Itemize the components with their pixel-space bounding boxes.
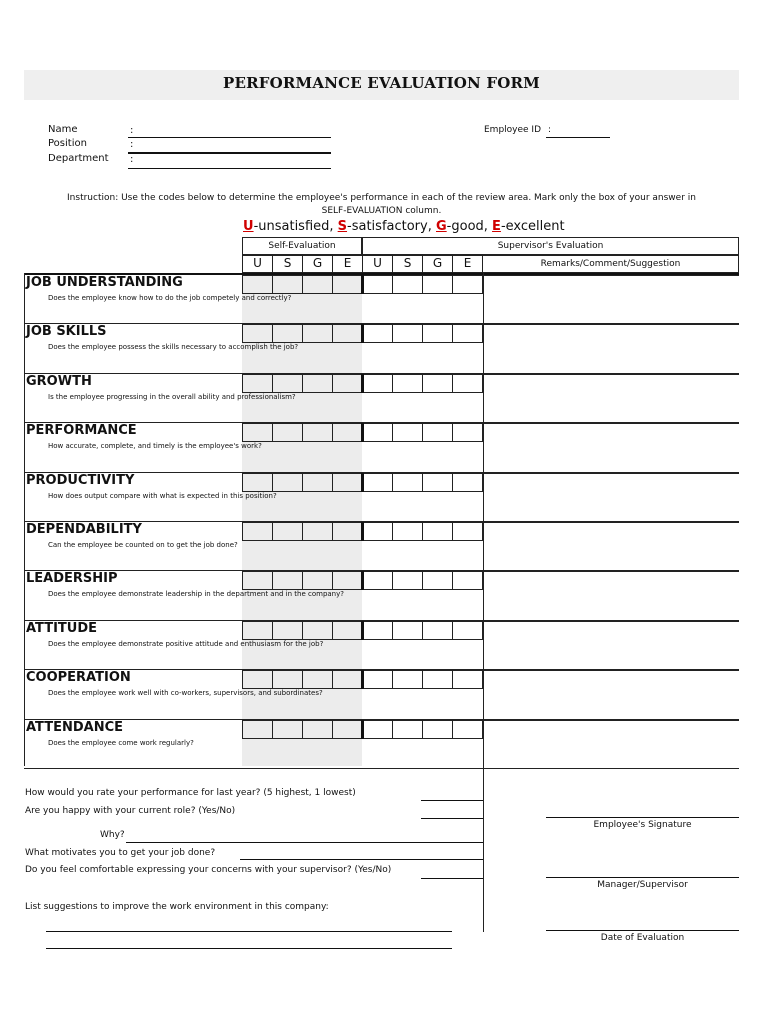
supervisor-rating-box[interactable] [452, 275, 483, 294]
section-title: DEPENDABILITY [26, 522, 142, 537]
self-rating-box[interactable] [302, 571, 333, 590]
rating-answer-line[interactable] [421, 800, 483, 801]
supervisor-rating-box[interactable] [422, 423, 453, 442]
self-rating-box[interactable] [272, 473, 303, 492]
column-separator [361, 324, 364, 343]
supervisor-rating-header-s: S [392, 255, 423, 273]
section-question: How accurate, complete, and timely is the employee's work? [48, 442, 262, 450]
self-rating-box[interactable] [302, 473, 333, 492]
section-title: COOPERATION [26, 670, 131, 685]
supervisor-rating-box[interactable] [362, 374, 393, 393]
code-letter-e: E [492, 219, 501, 234]
name-field[interactable] [128, 137, 331, 138]
section-question: Is the employee progressing in the overall ability and professionalism? [48, 393, 296, 401]
section-title: PRODUCTIVITY [26, 473, 135, 488]
supervisor-rating-box[interactable] [452, 473, 483, 492]
suggestions-line-2[interactable] [46, 948, 452, 949]
code-text: -good, [446, 219, 493, 234]
motivation-answer-line[interactable] [240, 859, 483, 860]
date-label: Date of Evaluation [600, 933, 685, 943]
remarks-field[interactable] [484, 375, 738, 422]
question-concerns: Do you feel comfortable expressing your concerns with your supervisor? (Yes/No) [25, 865, 392, 875]
self-rating-box[interactable] [302, 670, 333, 689]
self-rating-box[interactable] [272, 621, 303, 640]
self-rating-box[interactable] [272, 522, 303, 541]
supervisor-rating-box[interactable] [452, 423, 483, 442]
date-line[interactable] [546, 930, 739, 931]
self-rating-header-e: E [332, 255, 363, 273]
supervisor-rating-box[interactable] [392, 275, 423, 294]
section-title: PERFORMANCE [26, 423, 137, 438]
self-rating-box[interactable] [332, 423, 363, 442]
code-text: -excellent [500, 219, 565, 234]
supervisor-rating-box[interactable] [452, 571, 483, 590]
supervisor-rating-box[interactable] [392, 473, 423, 492]
department-label: Department [48, 153, 109, 164]
self-rating-box[interactable] [242, 720, 273, 739]
supervisor-rating-box[interactable] [422, 324, 453, 343]
self-rating-box[interactable] [272, 324, 303, 343]
department-colon: : [130, 154, 134, 165]
section-title: ATTENDANCE [26, 720, 123, 735]
self-rating-box[interactable] [242, 423, 273, 442]
self-rating-box[interactable] [302, 522, 333, 541]
section-question: Does the employee come work regularly? [48, 739, 194, 747]
instruction-line-2: SELF-EVALUATION column. [321, 206, 442, 216]
section-title: JOB SKILLS [26, 324, 107, 339]
why-answer-line[interactable] [126, 842, 483, 843]
column-separator [361, 621, 364, 640]
self-rating-box[interactable] [272, 374, 303, 393]
column-separator [361, 670, 364, 689]
supervisor-rating-box[interactable] [362, 473, 393, 492]
table-left-border [24, 273, 25, 766]
section-title: LEADERSHIP [26, 571, 118, 586]
position-colon: : [130, 139, 134, 150]
supervisor-rating-box[interactable] [392, 522, 423, 541]
section-question: Does the employee work well with co-workers, supervisors, and subordinates? [48, 689, 323, 697]
section-question: Does the employee possess the skills necessary to accomplish the job? [48, 343, 299, 351]
supervisor-rating-box[interactable] [422, 571, 453, 590]
supervisor-rating-box[interactable] [362, 275, 393, 294]
column-separator [361, 522, 364, 541]
section-question: Does the employee demonstrate positive attitude and enthusiasm for the job? [48, 640, 324, 648]
supervisor-rating-header-u: U [362, 255, 393, 273]
self-rating-box[interactable] [302, 423, 333, 442]
remarks-field[interactable] [484, 671, 738, 718]
self-rating-box[interactable] [302, 275, 333, 294]
self-rating-box[interactable] [272, 720, 303, 739]
supervisor-rating-box[interactable] [422, 522, 453, 541]
question-happy: Are you happy with your current role? (Yes/No) [25, 806, 236, 816]
column-separator [361, 423, 364, 442]
supervisor-rating-box[interactable] [422, 473, 453, 492]
self-rating-header-s: S [272, 255, 303, 273]
code-letter-u: U [243, 219, 254, 234]
self-rating-box[interactable] [272, 571, 303, 590]
self-rating-box[interactable] [332, 571, 363, 590]
instruction-line-1: Instruction: Use the codes below to determine the employee's performance in each of the review area. Mark only the box of your answer in [67, 193, 696, 203]
supervisor-rating-box[interactable] [362, 670, 393, 689]
self-rating-box[interactable] [272, 275, 303, 294]
section-question: Can the employee be counted on to get the job done? [48, 541, 238, 549]
remarks-field[interactable] [484, 325, 738, 372]
supervisor-rating-box[interactable] [422, 374, 453, 393]
supervisor-rating-box[interactable] [362, 621, 393, 640]
self-rating-header-u: U [242, 255, 273, 273]
column-separator [361, 473, 364, 492]
remarks-field[interactable] [484, 572, 738, 619]
remarks-header: Remarks/Comment/Suggestion [482, 255, 739, 273]
supervisor-rating-box[interactable] [392, 374, 423, 393]
self-rating-box[interactable] [332, 670, 363, 689]
supervisor-rating-box[interactable] [392, 670, 423, 689]
self-rating-box[interactable] [302, 324, 333, 343]
concerns-answer-line[interactable] [421, 878, 483, 879]
column-separator [361, 720, 364, 739]
self-rating-box[interactable] [242, 621, 273, 640]
supervisor-rating-box[interactable] [362, 720, 393, 739]
section-question: Does the employee demonstrate leadership in the department and in the company? [48, 590, 344, 598]
self-rating-box[interactable] [302, 374, 333, 393]
supervisor-rating-header-g: G [422, 255, 453, 273]
supervisor-rating-box[interactable] [422, 275, 453, 294]
employee-signature-label: Employee's Signature [593, 820, 692, 830]
why-label: Why? [100, 830, 125, 840]
question-rating: How would you rate your performance for last year? (5 highest, 1 lowest) [25, 788, 356, 798]
column-separator [361, 571, 364, 590]
column-separator [361, 275, 364, 294]
suggestions-line-1[interactable] [46, 931, 452, 932]
self-rating-box[interactable] [332, 324, 363, 343]
self-rating-box[interactable] [332, 621, 363, 640]
position-field[interactable] [128, 152, 331, 154]
remarks-field[interactable] [484, 276, 738, 323]
code-text: -satisfactory, [347, 219, 436, 234]
column-separator [361, 374, 364, 393]
self-rating-box[interactable] [242, 473, 273, 492]
section-question: Does the employee know how to do the job competely and correctly? [48, 294, 292, 302]
section-bottom-line [24, 768, 739, 769]
supervisor-rating-box[interactable] [422, 621, 453, 640]
supervisor-rating-box[interactable] [392, 621, 423, 640]
position-label: Position [48, 138, 87, 149]
manager-signature-line[interactable] [546, 877, 739, 878]
remarks-field[interactable] [484, 622, 738, 669]
self-rating-box[interactable] [332, 275, 363, 294]
self-rating-box[interactable] [332, 374, 363, 393]
supervisor-rating-box[interactable] [452, 374, 483, 393]
supervisor-rating-box[interactable] [392, 720, 423, 739]
self-rating-box[interactable] [332, 522, 363, 541]
section-title: GROWTH [26, 374, 92, 389]
supervisor-rating-box[interactable] [422, 670, 453, 689]
supervisor-rating-box[interactable] [452, 670, 483, 689]
supervisor-rating-header-e: E [452, 255, 483, 273]
section-title: ATTITUDE [26, 621, 98, 636]
remarks-field[interactable] [484, 424, 738, 471]
self-rating-box[interactable] [332, 720, 363, 739]
supervisor-rating-box[interactable] [422, 720, 453, 739]
self-rating-box[interactable] [242, 571, 273, 590]
name-label: Name [48, 124, 78, 135]
supervisor-eval-header: Supervisor's Evaluation [362, 237, 739, 255]
employee-id-colon: : [548, 125, 552, 135]
code-letter-s: S [337, 219, 348, 234]
remarks-field[interactable] [484, 523, 738, 570]
supervisor-rating-box[interactable] [392, 571, 423, 590]
section-question: How does output compare with what is expected in this position? [48, 492, 277, 500]
supervisor-rating-box[interactable] [452, 522, 483, 541]
supervisor-rating-box[interactable] [392, 423, 423, 442]
supervisor-rating-box[interactable] [392, 324, 423, 343]
employee-id-label: Employee ID [484, 125, 542, 135]
employee-id-field[interactable] [546, 137, 610, 138]
code-text: -unsatisfied, [253, 219, 338, 234]
self-rating-box[interactable] [242, 374, 273, 393]
name-colon: : [130, 125, 134, 136]
supervisor-rating-box[interactable] [362, 571, 393, 590]
question-suggestions: List suggestions to improve the work environment in this company: [25, 902, 329, 912]
self-rating-box[interactable] [272, 670, 303, 689]
question-motivation: What motivates you to get your job done? [25, 848, 216, 858]
self-rating-header-g: G [302, 255, 333, 273]
self-rating-box[interactable] [242, 275, 273, 294]
supervisor-rating-box[interactable] [362, 522, 393, 541]
supervisor-rating-box[interactable] [452, 720, 483, 739]
employee-signature-line[interactable] [546, 817, 739, 818]
signature-divider [483, 766, 484, 932]
self-eval-header: Self-Evaluation [242, 237, 362, 255]
supervisor-rating-box[interactable] [452, 621, 483, 640]
self-rating-box[interactable] [302, 720, 333, 739]
code-letter-g: G [436, 219, 447, 234]
self-rating-box[interactable] [242, 522, 273, 541]
supervisor-rating-box[interactable] [362, 324, 393, 343]
manager-signature-label: Manager/Supervisor [597, 880, 688, 890]
self-rating-box[interactable] [332, 473, 363, 492]
self-rating-box[interactable] [242, 670, 273, 689]
section-title: JOB UNDERSTANDING [26, 275, 183, 290]
happy-answer-line[interactable] [421, 818, 483, 819]
supervisor-rating-box[interactable] [362, 423, 393, 442]
self-rating-box[interactable] [302, 621, 333, 640]
supervisor-rating-box[interactable] [452, 324, 483, 343]
rating-codes [243, 219, 565, 234]
department-field[interactable] [128, 168, 331, 169]
self-rating-box[interactable] [272, 423, 303, 442]
remarks-field[interactable] [484, 721, 738, 768]
self-rating-box[interactable] [242, 324, 273, 343]
remarks-field[interactable] [484, 474, 738, 521]
page-title: PERFORMANCE EVALUATION FORM [223, 74, 540, 92]
